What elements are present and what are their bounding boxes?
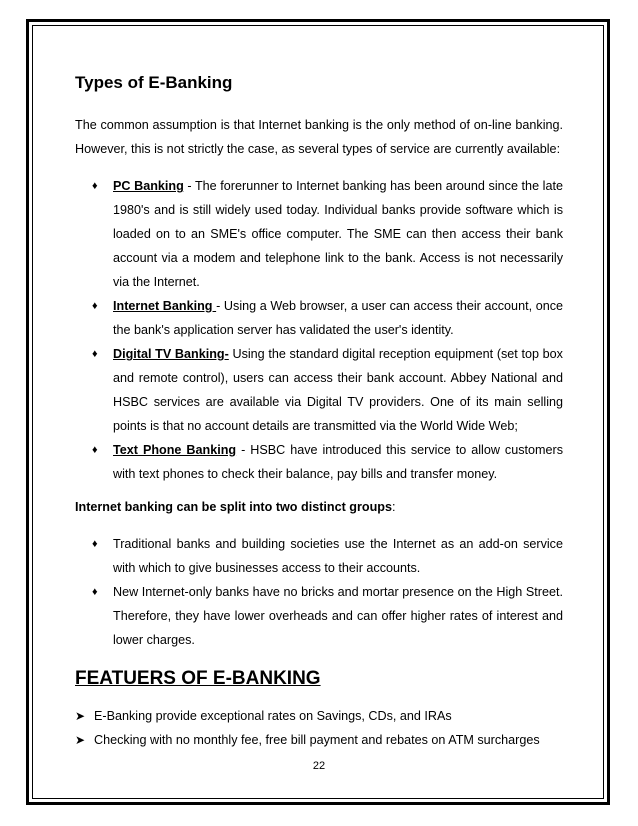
list-item [75,294,563,342]
groups-heading: Internet banking can be split into two distinct groups [75,500,392,514]
term-pc-banking: PC Banking [113,179,184,193]
page-content [75,72,563,752]
groups-colon: : [391,500,396,514]
bullet-icon: ♦ [92,444,98,456]
list-item [75,728,563,752]
item-text: - Using a Web browser, a user can access their account, once the bank's application server has validated the user's identity. [113,299,563,337]
list-item [75,342,563,438]
arrow-bullet-icon: ➤ [75,733,86,747]
page-number: 22 [312,760,326,772]
list-item [75,174,563,294]
term-internet-banking: Internet Banking [113,299,217,313]
item-text: - The forerunner to Internet banking has been around since the late 1980's and is still widely used today. Individual banks provide software which is loaded on to an SME's office computer. The SME can then access their bank account via a modem and telephone link to the bank. Access is not necessarily via the Internet. [113,179,563,289]
term-digital-tv-banking: Digital TV Banking- [113,347,229,361]
bullet-icon: ♦ [92,538,98,550]
term-text-phone-banking: Text Phone Banking [113,443,237,457]
list-item [75,580,563,652]
section-title: Types of E-Banking [75,73,233,92]
item-text: New Internet-only banks have no bricks and mortar presence on the High Street. Therefore, they have lower overheads and can offer higher rates of interest and lower charges. [113,585,563,647]
item-text: E-Banking provide exceptional rates on Savings, CDs, and IRAs [94,709,452,723]
list-item [75,438,563,486]
item-text: - HSBC have introduced this service to allow customers with text phones to check their balance, pay bills and transfer money. [113,443,563,481]
bullet-icon: ♦ [92,348,98,360]
item-text: Using the standard digital reception equipment (set top box and remote control), users can access their bank account. Abbey National and HSBC services are available via Digital TV providers. One of its main selling points is that no account details are transmitted via the World Wide Web; [113,347,563,433]
groups-list [75,532,563,652]
features-title: FEATUERS OF E-BANKING [75,668,321,689]
item-text: Traditional banks and building societies use the Internet as an add-on service with which to give businesses access to their accounts. [113,537,563,575]
banking-types-list [75,174,563,486]
bullet-icon: ♦ [92,180,98,192]
list-item [75,704,563,728]
bullet-icon: ♦ [92,586,98,598]
list-item [75,532,563,580]
features-list [75,704,563,752]
groups-heading-line [75,495,563,519]
item-text: Checking with no monthly fee, free bill payment and rebates on ATM surcharges [94,733,540,747]
bullet-icon: ♦ [92,300,98,312]
arrow-bullet-icon: ➤ [75,709,86,723]
intro-paragraph: The common assumption is that Internet banking is the only method of on-line banking. However, this is not strictly the case, as several types of service are currently available: [75,118,563,156]
